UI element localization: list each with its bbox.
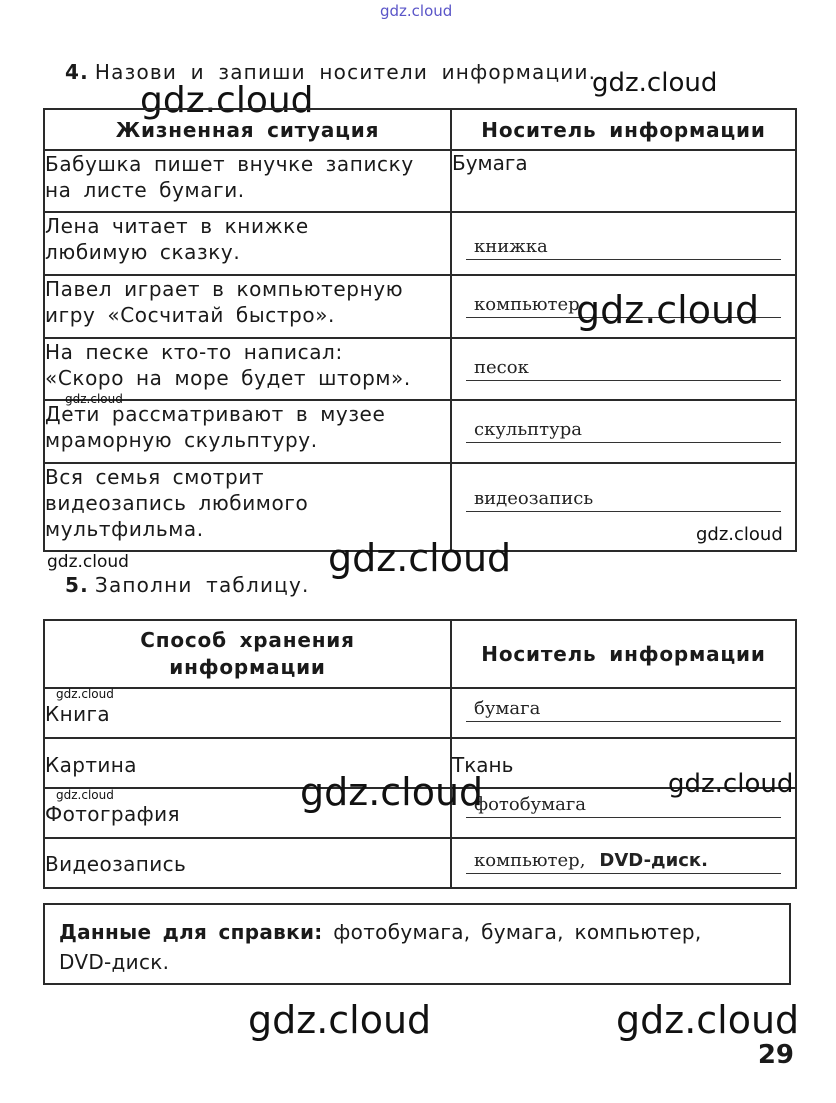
page-number: 29: [757, 1040, 794, 1070]
situation-line: Бабушка пишет внучке записку: [45, 152, 414, 176]
watermark: gdz.cloud: [668, 769, 794, 799]
answer-line[interactable]: фотобумага: [466, 793, 781, 818]
watermark: gdz.cloud: [592, 68, 718, 98]
situation-line: видеозапись любимого: [45, 491, 309, 515]
method-cell: Картина: [44, 738, 451, 788]
situation-line: «Скоро на море будет шторм».: [45, 366, 411, 390]
method-cell: Видеозапись: [44, 838, 451, 888]
situation-line: на листе бумаги.: [45, 178, 245, 202]
carrier-cell: Ткань: [451, 738, 796, 788]
header-line: информации: [169, 655, 326, 679]
answer-line[interactable]: бумага: [466, 697, 781, 722]
watermark: gdz.cloud: [300, 770, 484, 814]
header-storage-method: [44, 620, 451, 688]
carrier-cell: [451, 688, 796, 738]
situation-cell: [44, 338, 451, 400]
table-row: [44, 150, 796, 212]
table-row: [44, 338, 796, 400]
watermark: gdz.cloud: [140, 80, 314, 121]
carrier-cell: [451, 338, 796, 400]
reference-text: фотобумага, бумага, компьютер,: [333, 920, 702, 944]
header-situation: Жизненная ситуация: [44, 109, 451, 150]
answer-computer: компьютер,: [474, 850, 586, 871]
situation-line: мультфильма.: [45, 517, 204, 541]
situation-line: Дети рассматривают в музее: [45, 402, 386, 426]
table-row: [44, 212, 796, 275]
header-line: Способ хранения: [140, 628, 355, 652]
answer-line[interactable]: песок: [466, 356, 781, 381]
situation-cell: [44, 150, 451, 212]
answer-line[interactable]: [466, 849, 781, 874]
table-row: [44, 688, 796, 738]
answer-dvd: DVD-диск.: [599, 850, 708, 871]
situation-line: Павел играет в компьютерную: [45, 277, 404, 301]
situation-line: Лена читает в книжке: [45, 214, 309, 238]
task-4-title: [65, 60, 596, 84]
method-cell: Книга: [44, 688, 451, 738]
situation-cell: [44, 275, 451, 338]
method-cell: Фотография: [44, 788, 451, 838]
task-5-table: [43, 619, 797, 889]
reference-box: [43, 903, 791, 985]
watermark-top: gdz.cloud: [380, 2, 453, 20]
watermark: gdz.cloud: [616, 998, 800, 1042]
header-carrier: Носитель информации: [451, 620, 796, 688]
answer-line[interactable]: компьютер: [466, 293, 781, 318]
carrier-cell: [451, 212, 796, 275]
answer-line[interactable]: книжка: [466, 235, 781, 260]
watermark: gdz.cloud: [328, 536, 512, 580]
situation-cell: [44, 400, 451, 463]
carrier-cell: [451, 838, 796, 888]
watermark: gdz.cloud: [576, 288, 760, 332]
task-4-title-text: Назови и запиши носители информации.: [94, 60, 597, 84]
reference-label: Данные для справки:: [59, 920, 323, 944]
situation-line: любимую сказку.: [45, 240, 241, 264]
situation-line: Вся семья смотрит: [45, 465, 265, 489]
watermark: gdz.cloud: [65, 392, 123, 406]
task-5-number: 5.: [65, 573, 89, 597]
carrier-cell: [451, 400, 796, 463]
task-5-title-text: Заполни таблицу.: [94, 573, 310, 597]
situation-cell: [44, 212, 451, 275]
reference-text-2: DVD-диск.: [59, 950, 170, 974]
situation-line: На песке кто-то написал:: [45, 340, 343, 364]
situation-line: мраморную скульптуру.: [45, 428, 318, 452]
task-5-title: [65, 573, 310, 597]
table-row: [44, 838, 796, 888]
watermark: gdz.cloud: [47, 552, 129, 572]
answer-line[interactable]: скульптура: [466, 418, 781, 443]
watermark: gdz.cloud: [248, 998, 432, 1042]
task-4-number: 4.: [65, 60, 89, 84]
answer-line[interactable]: видеозапись: [466, 487, 781, 512]
table-row: [44, 400, 796, 463]
watermark: gdz.cloud: [56, 687, 114, 701]
header-carrier: Носитель информации: [451, 109, 796, 150]
watermark: gdz.cloud: [56, 788, 114, 802]
watermark: gdz.cloud: [696, 524, 783, 545]
situation-line: игру «Сосчитай быстро».: [45, 303, 336, 327]
carrier-cell: Бумага: [451, 150, 796, 212]
